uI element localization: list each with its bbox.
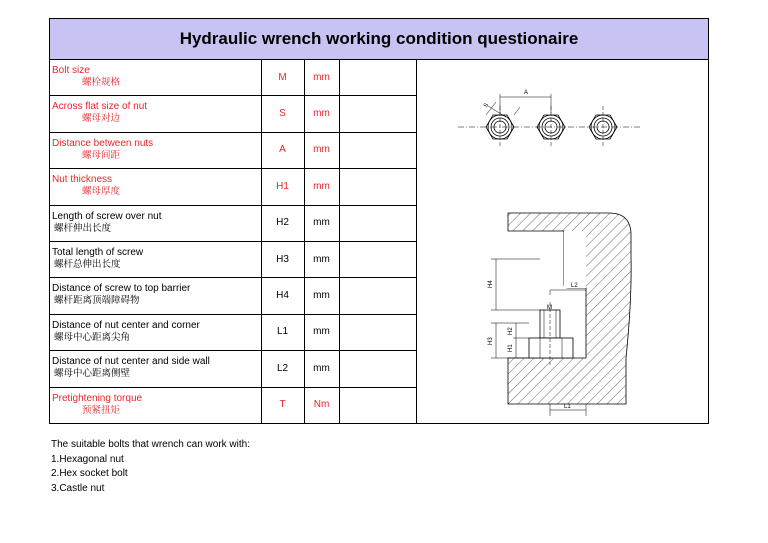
row-label-en: Across flat size of nut [52, 101, 148, 113]
row-description [50, 314, 261, 350]
row-label-cn: 预紧扭矩 [82, 404, 121, 416]
row-unit: mm [304, 169, 339, 205]
table-row [50, 241, 416, 277]
notes-item-1: 1.Hexagonal nut [51, 453, 124, 465]
row-symbol: H2 [261, 205, 304, 241]
row-label-en: Distance between nuts [52, 137, 154, 149]
row-unit: mm [304, 60, 339, 96]
row-value-field[interactable] [339, 314, 416, 350]
table-row [50, 169, 416, 205]
row-value-field[interactable] [339, 387, 416, 423]
row-unit: mm [304, 132, 339, 168]
row-unit: Nm [304, 387, 339, 423]
table-row [50, 387, 416, 423]
row-description [50, 96, 261, 132]
table-row [50, 96, 416, 132]
row-unit: mm [304, 314, 339, 350]
row-label-cn: 螺母对边 [82, 113, 121, 125]
row-unit: mm [304, 205, 339, 241]
row-symbol: H4 [261, 278, 304, 314]
row-description [50, 205, 261, 241]
row-description [50, 351, 261, 387]
row-symbol: L1 [261, 314, 304, 350]
row-symbol: A [261, 132, 304, 168]
row-unit: mm [304, 278, 339, 314]
row-unit: mm [304, 96, 339, 132]
dim-label-h2: H2 [508, 327, 514, 335]
row-symbol: T [261, 387, 304, 423]
row-value-field[interactable] [339, 241, 416, 277]
row-description [50, 241, 261, 277]
row-label-cn: 螺栓规格 [82, 77, 121, 88]
notes-item-2: 2.Hex socket bolt [51, 468, 128, 479]
row-label-cn: 螺母间距 [82, 149, 121, 161]
dim-label-m: M [547, 305, 552, 311]
dim-label-h3: H3 [488, 337, 494, 345]
questionnaire-sheet [49, 18, 709, 424]
row-description [50, 278, 261, 314]
row-label-cn: 螺母厚度 [82, 186, 121, 198]
row-description [50, 60, 261, 96]
row-value-field[interactable] [339, 132, 416, 168]
page-title: Hydraulic wrench working condition questionaire [50, 19, 708, 60]
notes-heading: The suitable bolts that wrench can work with: [51, 439, 250, 450]
row-label-cn: 螺杆总伸出长度 [54, 258, 121, 270]
drawing-svg [416, 60, 708, 423]
table-row [50, 205, 416, 241]
row-value-field[interactable] [339, 205, 416, 241]
dim-label-h4: H4 [488, 280, 494, 288]
row-symbol: H1 [261, 169, 304, 205]
nut-top-view-group [458, 94, 641, 148]
row-description [50, 132, 261, 168]
parameter-table [50, 60, 417, 423]
table-row [50, 60, 416, 96]
row-value-field[interactable] [339, 60, 416, 96]
table-row [50, 314, 416, 350]
row-unit: mm [304, 241, 339, 277]
row-symbol: H3 [261, 241, 304, 277]
row-label-en: Pretightening torque [52, 392, 143, 404]
row-label-en: Distance of nut center and side wall [52, 356, 210, 368]
row-label-en: Distance of screw to top barrier [52, 283, 191, 295]
dim-label-a: A [524, 90, 529, 96]
dim-label-s: S [482, 102, 491, 110]
row-label-cn: 螺母中心距离尖角 [54, 331, 131, 343]
row-label-cn: 螺杆距离顶端障碍物 [54, 295, 140, 307]
row-label-cn: 螺杆伸出长度 [54, 222, 112, 234]
notes-item-3: 3.Castle nut [51, 482, 105, 494]
dim-label-l2: L2 [571, 283, 578, 289]
row-description [50, 387, 261, 423]
row-value-field[interactable] [339, 351, 416, 387]
row-label-cn: 螺母中心距离侧壁 [54, 368, 131, 380]
technical-drawing [416, 60, 708, 423]
row-value-field[interactable] [339, 278, 416, 314]
table-row [50, 132, 416, 168]
row-value-field[interactable] [339, 169, 416, 205]
row-label-en: Total length of screw [52, 246, 144, 258]
table-row [50, 278, 416, 314]
table-row [50, 351, 416, 387]
row-symbol: M [261, 60, 304, 96]
row-label-en: Bolt size [52, 65, 90, 76]
row-label-en: Nut thickness [52, 174, 113, 186]
dim-label-l1: L1 [564, 404, 571, 410]
dim-label-h1: H1 [508, 344, 514, 352]
row-description [50, 169, 261, 205]
bolt-and-nut [529, 302, 573, 365]
row-value-field[interactable] [339, 96, 416, 132]
notes-section [51, 438, 250, 496]
row-unit: mm [304, 351, 339, 387]
row-label-en: Distance of nut center and corner [52, 319, 200, 331]
row-symbol: S [261, 96, 304, 132]
row-label-en: Length of screw over nut [52, 210, 162, 222]
row-symbol: L2 [261, 351, 304, 387]
barrier-section [508, 213, 631, 404]
